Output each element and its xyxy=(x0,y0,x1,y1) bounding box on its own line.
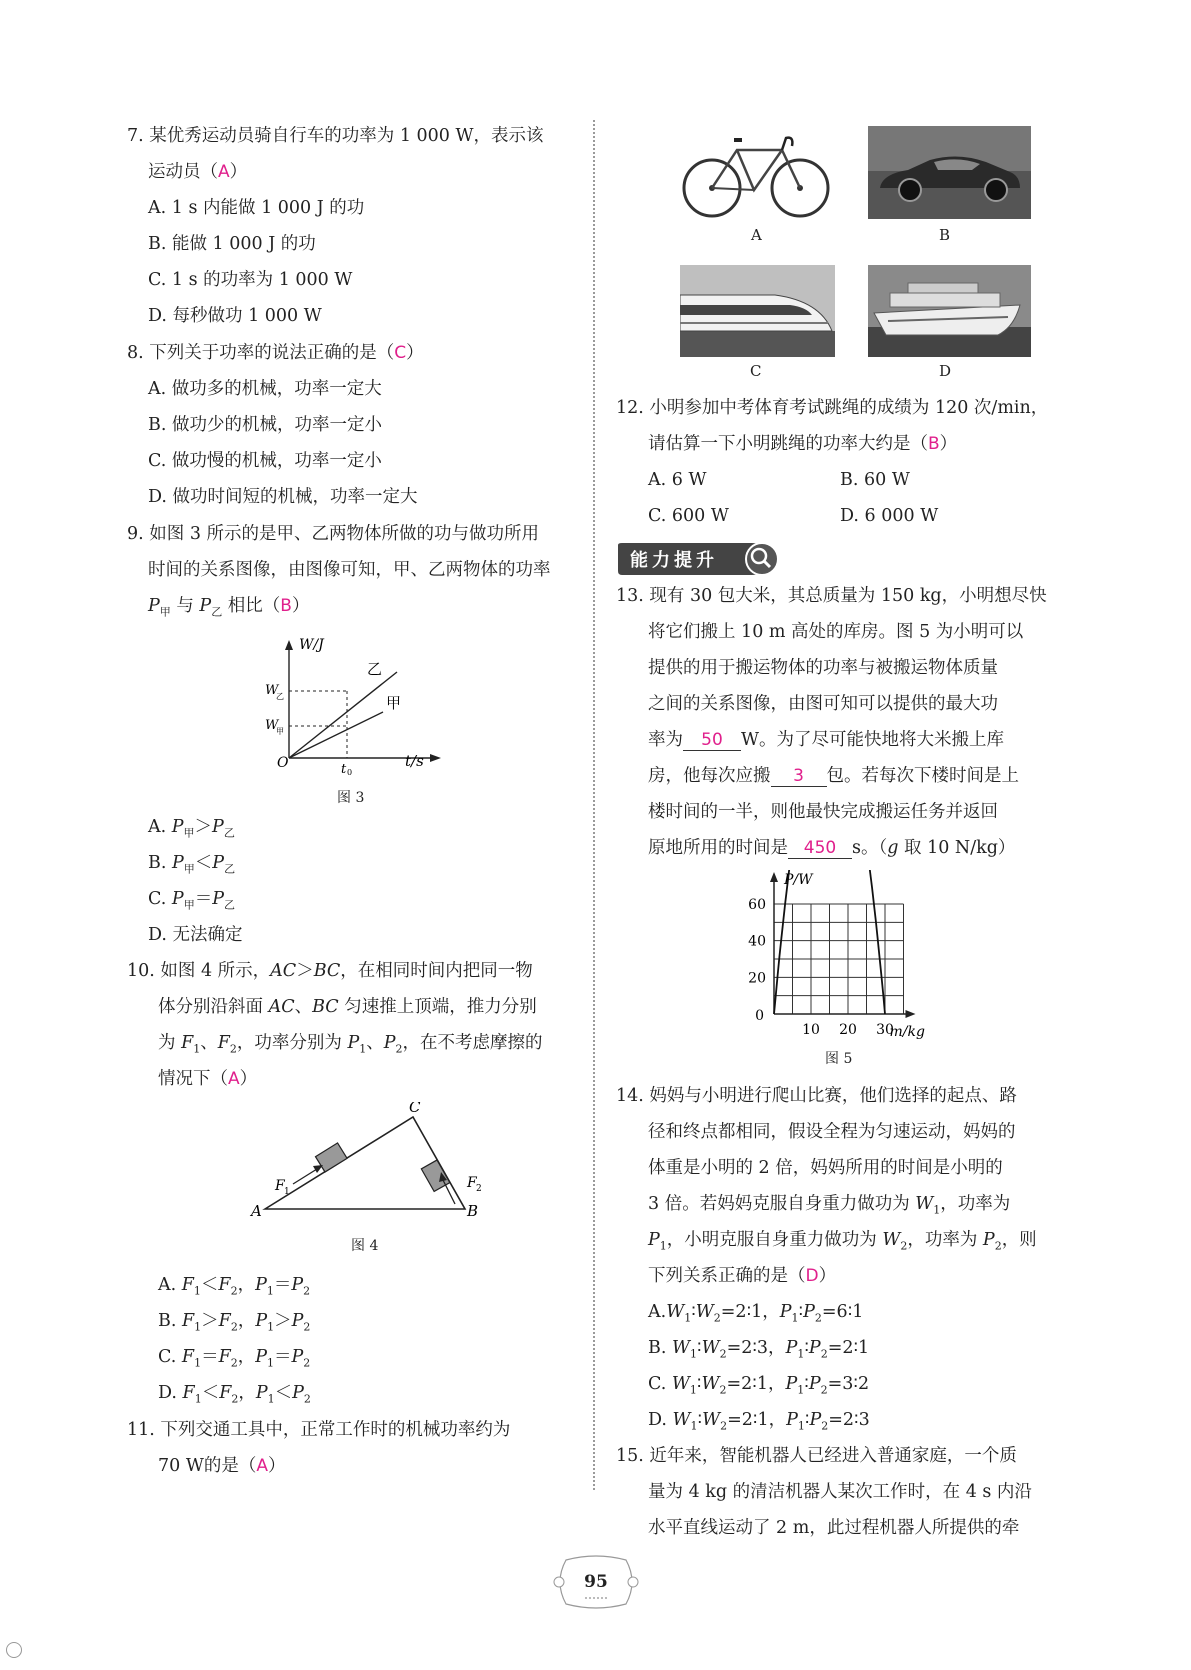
q10-line-1: 10. 如图 4 所示，AC＞BC，在相同时间内把同一物 xyxy=(127,961,533,981)
fig3-label-jia: 甲 xyxy=(386,694,402,712)
q15-line-1: 15. 近年来，智能机器人已经进入普通家庭，一个质 xyxy=(616,1446,1017,1466)
svg-text:2: 2 xyxy=(476,1184,482,1194)
x-axis-arrow xyxy=(906,1010,916,1018)
q10-line-2: 体分别沿斜面 AC、BC 匀速推上顶端，推力分别 xyxy=(158,997,537,1017)
y-tick-label: 20 xyxy=(748,970,766,987)
fig4-label-a: A xyxy=(251,1202,262,1220)
section-badge-ability xyxy=(616,541,782,577)
x-axis-label: m/kg xyxy=(889,1024,925,1040)
q7-option-d: D. 每秒做功 1 000 W xyxy=(148,306,322,326)
q8-option-b: B. 做功少的机械，功率一定小 xyxy=(148,415,382,435)
q10-option-b: B. $F_1>F_2$，$P_1>P_2$ xyxy=(158,1311,311,1334)
x-tick-label: 10 xyxy=(802,1022,820,1038)
image-label-c: C xyxy=(750,362,762,380)
fig3-origin: O xyxy=(277,755,289,771)
q9-answer: B xyxy=(280,596,292,616)
y-tick-label: 40 xyxy=(748,933,766,950)
q9-line-3: $P_甲$ 与 $P_乙$ 相比（B） xyxy=(148,596,310,619)
figure-5-power-mass-chart xyxy=(728,870,928,1040)
q8-line-1: 8. 下列关于功率的说法正确的是（C） xyxy=(127,343,424,363)
q14-option-d: D. $W_1∶W_2=2∶1$，$P_1∶P_2=2∶3$ xyxy=(648,1410,870,1433)
q9-option-b: B. $P_甲<P_乙$ xyxy=(148,853,236,876)
q14-option-b: B. $W_1∶W_2=2∶3$，$P_1∶P_2=2∶1$ xyxy=(648,1338,870,1361)
q9-line-2: 时间的关系图像，由图像可知，甲、乙两物体的功率 xyxy=(148,560,551,580)
fig3-w-yi: W xyxy=(265,683,279,698)
q13-answer-3: 450 xyxy=(788,838,852,859)
q12-option-b: B. 60 W xyxy=(840,470,910,490)
q13-line-2: 将它们搬上 10 m 高处的库房。图 5 为小明可以 xyxy=(648,622,1024,642)
q12-answer: B xyxy=(928,434,940,454)
image-label-d: D xyxy=(939,362,952,380)
ship-image xyxy=(868,265,1031,357)
figure-4-caption: 图 4 xyxy=(351,1238,379,1254)
q15-line-3: 水平直线运动了 2 m，此过程机器人所提供的牵 xyxy=(648,1518,1020,1538)
q11-line-2: 70 W的是（A） xyxy=(158,1456,286,1476)
q14-line-6: 下列关系正确的是（D） xyxy=(648,1266,837,1286)
fig4-label-c: C xyxy=(409,1102,421,1116)
q13-line-1: 13. 现有 30 包大米，其总质量为 150 kg，小明想尽快 xyxy=(616,586,1047,606)
figure-3-caption: 图 3 xyxy=(337,790,365,806)
q14-line-5: $P_1$，小明克服自身重力做功为 $W_2$，功率为 $P_2$，则 xyxy=(648,1230,1037,1253)
q14-line-1: 14. 妈妈与小明进行爬山比赛，他们选择的起点、路 xyxy=(616,1086,1017,1106)
fig4-label-f1: F xyxy=(275,1178,285,1194)
q13-line-4: 之间的关系图像，由图可知可以提供的最大功 xyxy=(648,694,998,714)
q13-answer-1: 50 xyxy=(683,730,741,751)
q14-line-3: 体重是小明的 2 倍，妈妈所用的时间是小明的 xyxy=(648,1158,1003,1178)
fig3-xlabel: t/s xyxy=(405,752,424,770)
y-tick-label: 60 xyxy=(748,897,766,913)
q7-option-c: C. 1 s 的功率为 1 000 W xyxy=(148,270,353,290)
q10-option-c: C. $F_1=F_2$，$P_1=P_2$ xyxy=(158,1347,311,1370)
q7-line-2: 运动员（A） xyxy=(148,162,248,182)
q8-option-a: A. 做功多的机械，功率一定大 xyxy=(148,379,382,399)
section-title: 能力提升 xyxy=(630,550,718,571)
q10-line-3: 为 $F_1$、$F_2$，功率分别为 $P_1$、$P_2$，在不考虑摩擦的 xyxy=(158,1033,543,1056)
q13-line-5: 率为 50 W。为了尽可能快地将大米搬上库 xyxy=(648,730,1004,750)
q9-line-1: 9. 如图 3 所示的是甲、乙两物体所做的功与做功所用 xyxy=(127,524,540,544)
q7-line-1: 7. 某优秀运动员骑自行车的功率为 1 000 W，表示该 xyxy=(127,126,544,146)
q7-answer: A xyxy=(218,162,230,182)
svg-text:甲: 甲 xyxy=(276,727,284,736)
origin-label: 0 xyxy=(755,1008,764,1024)
image-label-b: B xyxy=(939,226,951,244)
q13-line-3: 提供的用于搬运物体的功率与被搬运物体质量 xyxy=(648,658,998,678)
q12-line-1: 12. 小明参加中考体育考试跳绳的成绩为 120 次/min， xyxy=(616,398,1049,418)
q10-option-d: D. $F_1<F_2$，$P_1<P_2$ xyxy=(158,1383,311,1406)
svg-text:乙: 乙 xyxy=(276,692,284,701)
q13-line-7: 楼时间的一半，则他最快完成搬运任务并返回 xyxy=(648,802,998,822)
car-image xyxy=(868,126,1031,219)
q8-option-c: C. 做功慢的机械，功率一定小 xyxy=(148,451,382,471)
q15-line-2: 量为 4 kg 的清洁机器人某次工作时，在 4 s 内沿 xyxy=(648,1482,1032,1502)
q7-option-a: A. 1 s 内能做 1 000 J 的功 xyxy=(148,198,365,218)
page-number: 95 xyxy=(584,1572,608,1592)
q12-option-c: C. 600 W xyxy=(648,506,729,526)
q9-option-d: D. 无法确定 xyxy=(148,925,243,945)
q14-option-a: $A.W_1∶W_2=2∶1$，$P_1∶P_2=6∶1$ xyxy=(648,1302,864,1325)
q9-option-c: C. $P_甲=P_乙$ xyxy=(148,889,235,912)
q8-answer: C xyxy=(394,343,407,363)
fig4-label-b: B xyxy=(467,1202,479,1220)
q13-answer-2: 3 xyxy=(771,766,827,787)
q10-line-4: 情况下（A） xyxy=(158,1069,258,1089)
q12-option-a: A. 6 W xyxy=(648,470,707,490)
q9-option-a: A. $P_甲>P_乙$ xyxy=(148,817,235,840)
figure-5-caption: 图 5 xyxy=(825,1051,853,1067)
y-axis-label: P/W xyxy=(784,872,813,888)
q13-line-8: 原地所用的时间是 450 s。（g 取 10 N/kg） xyxy=(648,838,1016,858)
q10-option-a: A. $F_1<F_2$，$P_1=P_2$ xyxy=(158,1275,311,1298)
line-jia xyxy=(289,712,383,758)
q10-answer: A xyxy=(228,1069,240,1089)
fig4-label-f2: F xyxy=(467,1175,477,1191)
q14-line-2: 径和终点都相同，假设全程为匀速运动，妈妈的 xyxy=(648,1122,1016,1142)
fig3-ylabel: W/J xyxy=(299,637,324,653)
q8-option-d: D. 做功时间短的机械，功率一定大 xyxy=(148,487,418,507)
q11-answer: A xyxy=(256,1456,268,1476)
fig3-t0: t xyxy=(341,762,347,776)
q13-line-6: 房，他每次应搬 3 包。若每次下楼时间是上 xyxy=(648,766,1019,786)
bicycle-image xyxy=(682,128,832,224)
column-divider xyxy=(593,120,595,1490)
q12-option-d: D. 6 000 W xyxy=(840,506,939,526)
q12-line-2: 请估算一下小明跳绳的功率大约是（B） xyxy=(648,434,958,454)
line-yi xyxy=(289,672,397,758)
image-label-a: A xyxy=(751,226,762,244)
train-image xyxy=(680,265,835,357)
figure-3-work-time-graph xyxy=(255,636,455,776)
fig3-label-yi: 乙 xyxy=(367,660,383,678)
q14-option-c: C. $W_1∶W_2=2∶1$，$P_1∶P_2=3∶2$ xyxy=(648,1374,870,1397)
y-axis-arrow xyxy=(770,872,778,882)
corner-mark xyxy=(6,1642,22,1658)
q14-line-4: 3 倍。若妈妈克服自身重力做功为 $W_1$，功率为 xyxy=(648,1194,1011,1217)
svg-text:1: 1 xyxy=(284,1187,290,1197)
x-tick-label: 20 xyxy=(839,1022,857,1038)
page-number-badge xyxy=(552,1554,640,1610)
x-tick-label: 30 xyxy=(876,1022,894,1038)
q7-option-b: B. 能做 1 000 J 的功 xyxy=(148,234,316,254)
q11-line-1: 11. 下列交通工具中，正常工作时的机械功率约为 xyxy=(127,1420,511,1440)
q14-answer: D xyxy=(805,1266,819,1286)
figure-4-incline-graph xyxy=(245,1102,495,1222)
svg-text:0: 0 xyxy=(347,768,353,776)
fig3-w-jia: W xyxy=(265,718,279,733)
